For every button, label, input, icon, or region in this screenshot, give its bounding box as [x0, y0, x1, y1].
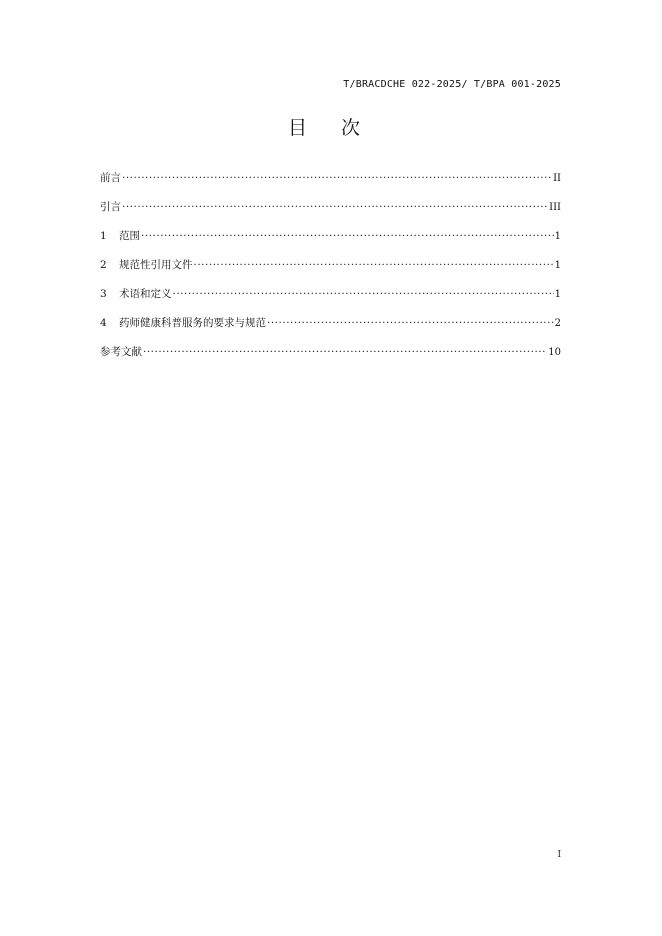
dot-leader	[143, 345, 547, 359]
toc-entry-text: 范围	[119, 230, 140, 242]
toc-entry-terms-definitions[interactable]	[100, 287, 561, 316]
toc-entry-bibliography[interactable]	[100, 345, 561, 374]
dot-leader	[173, 287, 554, 301]
table-of-contents	[100, 171, 561, 374]
dot-leader	[194, 258, 554, 272]
toc-entry-text: 前言	[100, 172, 121, 184]
toc-entry-number: 2	[100, 259, 107, 271]
dot-leader	[141, 229, 554, 243]
dot-leader	[267, 316, 554, 330]
toc-entry-scope[interactable]	[100, 229, 561, 258]
page-number: I	[557, 850, 561, 860]
toc-entry-page: III	[549, 202, 561, 213]
toc-entry-normative-references[interactable]	[100, 258, 561, 287]
dot-leader	[122, 171, 552, 185]
standard-code: T/BRACDCHE 022-2025/ T/BPA 001-2025	[343, 79, 561, 90]
toc-entry-number: 4	[100, 317, 107, 329]
toc-entry-number: 1	[100, 230, 107, 242]
toc-entry-page: 2	[554, 318, 561, 329]
toc-entry-text: 药师健康科普服务的要求与规范	[119, 317, 266, 329]
toc-entry-page: 10	[548, 347, 561, 358]
toc-entry-introduction[interactable]	[100, 200, 561, 229]
toc-entry-page: 1	[554, 231, 561, 242]
toc-entry-text: 术语和定义	[119, 288, 172, 300]
toc-entry-requirements[interactable]	[100, 316, 561, 345]
toc-entry-page: II	[553, 173, 561, 184]
dot-leader	[122, 200, 548, 214]
toc-entry-page: 1	[554, 289, 561, 300]
toc-title: 目 次	[287, 117, 375, 139]
toc-entry-text: 引言	[100, 201, 121, 213]
toc-entry-text: 参考文献	[100, 346, 142, 358]
toc-entry-number: 3	[100, 288, 107, 300]
toc-entry-foreword[interactable]	[100, 171, 561, 200]
toc-entry-page: 1	[554, 260, 561, 271]
toc-entry-text: 规范性引用文件	[119, 259, 193, 271]
